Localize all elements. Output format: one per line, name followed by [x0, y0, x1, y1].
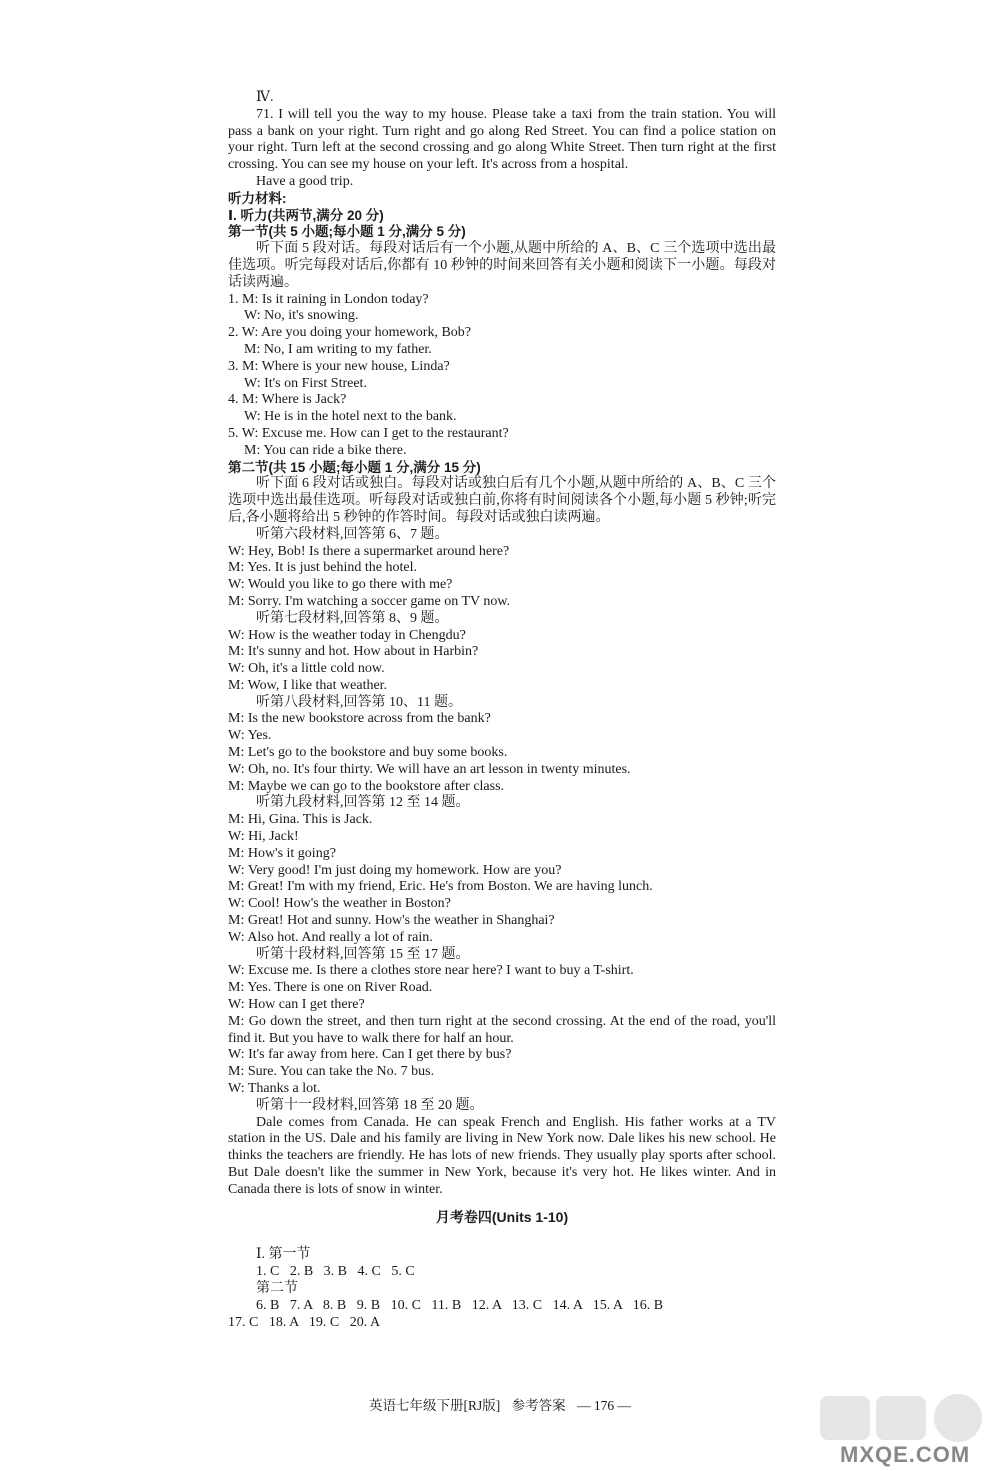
dialogue-line: W: Yes.: [228, 728, 272, 744]
dialogue-line: M: Sorry. I'm watching a soccer game on TV now.: [228, 593, 511, 609]
footer-page-number: — 176 —: [577, 1398, 631, 1413]
dialogue-line: M: Let's go to the bookstore and buy some books.: [228, 745, 508, 761]
dialogue-line: M: Great! I'm with my friend, Eric. He's from Boston. We are having lunch.: [228, 879, 653, 895]
section1-title: 第一节(共 5 小题;每小题 1 分,满分 5 分): [228, 224, 466, 240]
dialogue-line: W: Oh, no. It's four thirty. We will have an art lesson in twenty minutes.: [228, 761, 631, 777]
dialogue-line: W: He is in the hotel next to the bank.: [244, 409, 457, 425]
main-column: [228, 90, 776, 1331]
dialogue-line: W: Hey, Bob! Is there a supermarket around here?: [228, 543, 510, 559]
test4-part2-label: 第二节: [256, 1280, 298, 1296]
dialogue-line: 5. W: Excuse me. How can I get to the restaurant?: [228, 425, 509, 441]
footer-book-title: 英语七年级下册[RJ版]: [369, 1398, 501, 1413]
section1-dialogues: [228, 292, 776, 460]
dialogue-line: M: How's it going?: [228, 845, 336, 861]
dialogue-line: W: How can I get there?: [228, 997, 365, 1013]
dialogue-line: M: Yes. There is one on River Road.: [228, 980, 433, 996]
dialogue-line: M: It's sunny and hot. How about in Harbin?: [228, 644, 479, 660]
dialogue-line: M: Go down the street, and then turn right at the second crossing. At the end of the road, you'll find it. But you have to walk there for half an hour.: [228, 1013, 776, 1046]
dialogue-line: M: Wow, I like that weather.: [228, 677, 388, 693]
answer-71-closing: Have a good trip.: [256, 173, 354, 189]
dialogue-line: W: Also hot. And really a lot of rain.: [228, 929, 433, 945]
dialogue-line: W: Cool! How's the weather in Boston?: [228, 896, 451, 912]
dialogue-line: M: No, I am writing to my father.: [244, 341, 432, 357]
dialogue-line: M: Yes. It is just behind the hotel.: [228, 560, 418, 576]
material8-title: 听第八段材料,回答第 10、11 题。: [256, 694, 462, 710]
dialogue-line: W: Oh, it's a little cold now.: [228, 661, 385, 677]
dialogue-line: W: Excuse me. Is there a clothes store near here? I want to buy a T-shirt.: [228, 963, 634, 979]
material7-title: 听第七段材料,回答第 8、9 题。: [256, 610, 449, 626]
dialogue-line: W: Hi, Jack!: [228, 829, 299, 845]
dialogue-line: 3. M: Where is your new house, Linda?: [228, 358, 450, 374]
material10-title: 听第十段材料,回答第 15 至 17 题。: [256, 946, 470, 962]
dialogue-line: W: It's on First Street.: [244, 375, 367, 391]
dialogue-line: W: How is the weather today in Chengdu?: [228, 627, 466, 643]
dialogue-line: W: Very good! I'm just doing my homework. How are you?: [228, 862, 562, 878]
answer-71: 71. I will tell you the way to my house. Please take a taxi from the train station. You will pass a bank on your right. Turn right and go along Red Street. You can find a police station on your right. Turn left at the second crossing and go along White Street. Then turn right at the first crossing. You can see my house on your left. It's across from a hospital.: [228, 106, 776, 173]
section2-instructions: 听下面 6 段对话或独白。每段对话或独白后有几个小题,从题中所给的 A、B、C 三个选项中选出最佳选项。听每段对话或独白前,你将有时间阅读各个小题,每小题 5 秒钟;听完后,各小题将给出 5 秒钟的作答时间。每段对话或独白读两遍。: [228, 476, 776, 525]
dialogue-line: M: You can ride a bike there.: [244, 442, 407, 458]
listening-part1: Ⅰ. 听力(共两节,满分 20 分): [228, 207, 384, 223]
dialogue-line: 1. M: Is it raining in London today?: [228, 291, 429, 307]
test4-part1-answers: 1. C 2. B 3. B 4. C 5. C: [256, 1264, 415, 1280]
section1-instructions: 听下面 5 段对话。每段对话后有一个小题,从题中所给的 A、B、C 三个选项中选出最佳选项。听完每段对话后,你都有 10 秒钟的时间来回答有关小题和阅读下一小题。每段对话读两遍。: [228, 241, 776, 290]
material11-title: 听第十一段材料,回答第 18 至 20 题。: [256, 1097, 484, 1113]
test4-part1-label: Ⅰ. 第一节: [256, 1247, 311, 1263]
watermark-text: MXQE.COM: [840, 1442, 971, 1467]
material9-title: 听第九段材料,回答第 12 至 14 题。: [256, 795, 470, 811]
test4-title: 月考卷四(Units 1-10): [435, 1208, 569, 1225]
dialogue-line: M: Sure. You can take the No. 7 bus.: [228, 1064, 435, 1080]
dialogue-line: W: Thanks a lot.: [228, 1081, 321, 1097]
test4-part2-answers: 17. C 18. A 19. C 20. A: [228, 1314, 381, 1330]
footer-section: 参考答案: [511, 1398, 566, 1413]
material6-title: 听第六段材料,回答第 6、7 题。: [256, 526, 449, 542]
material11-text: Dale comes from Canada. He can speak French and English. His father works at a TV station in the US. Dale and his family are living in New York now. Dale likes his new school. He thinks the teachers are friendly. He has lots of new friends. They usually play sports after school. But Dale doesn't like the summer in New York, because it's very hot. He likes winter. And in Canada there is lots of snow in winter.: [228, 1114, 776, 1197]
dialogue-line: W: Would you like to go there with me?: [228, 577, 453, 593]
dialogue-line: W: No, it's snowing.: [244, 308, 359, 324]
section-iv-label: Ⅳ.: [256, 90, 274, 105]
dialogue-line: M: Maybe we can go to the bookstore after class.: [228, 778, 505, 794]
dialogue-line: 4. M: Where is Jack?: [228, 392, 347, 408]
dialogue-line: 2. W: Are you doing your homework, Bob?: [228, 325, 472, 341]
section2-title: 第二节(共 15 小题;每小题 1 分,满分 15 分): [228, 459, 481, 475]
test4-part2-answers: 6. B 7. A 8. B 9. B 10. C 11. B 12. A 13. C 14. A 15. A 16. B: [256, 1297, 664, 1313]
dialogue-line: M: Great! Hot and sunny. How's the weather in Shanghai?: [228, 913, 555, 929]
dialogue-line: M: Hi, Gina. This is Jack.: [228, 812, 373, 828]
dialogue-line: W: It's far away from here. Can I get there by bus?: [228, 1047, 512, 1063]
listening-heading: 听力材料:: [228, 190, 287, 206]
dialogue-line: M: Is the new bookstore across from the bank?: [228, 711, 491, 727]
